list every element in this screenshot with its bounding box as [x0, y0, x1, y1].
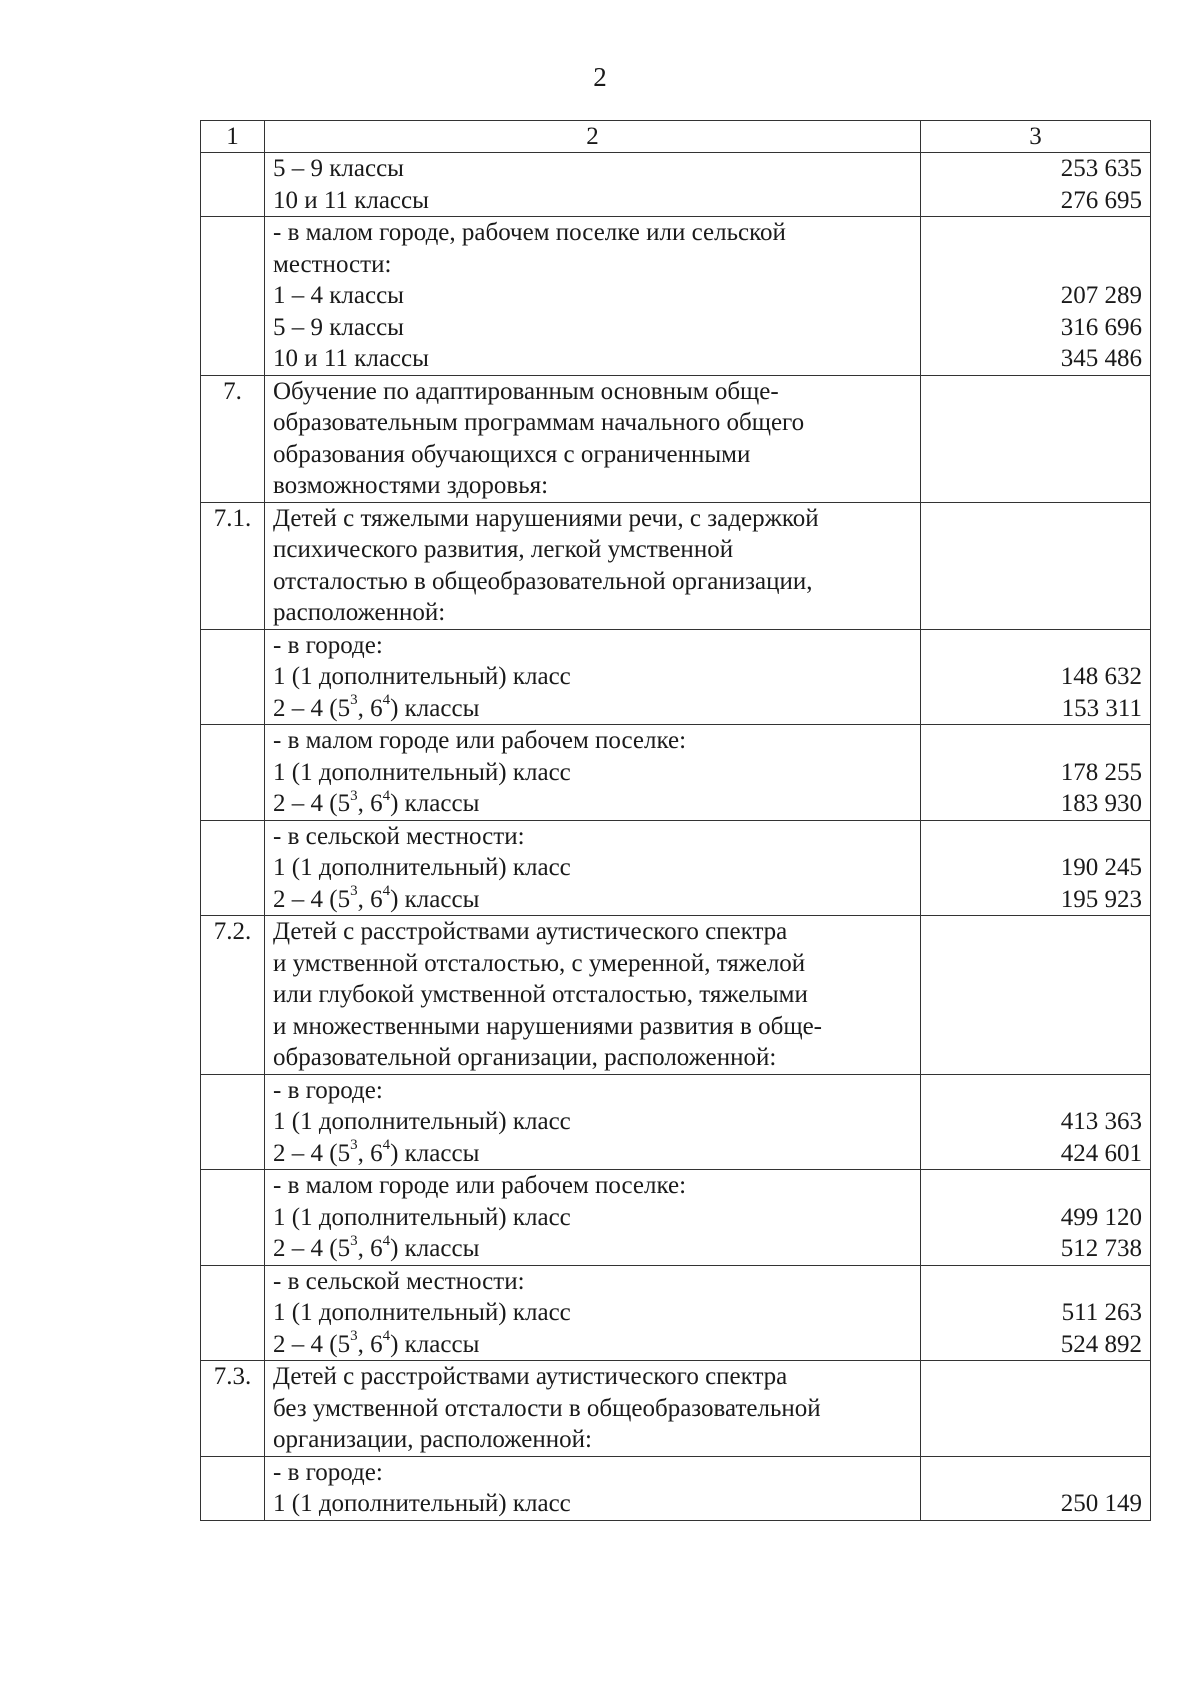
row-number-cell	[201, 217, 265, 376]
row-text-cell	[265, 916, 921, 1075]
row-value: 512 738	[1060, 1235, 1142, 1262]
row-number-cell	[201, 1074, 265, 1170]
row-text-line: и умственной отсталостью, с умеренной, тяжелой	[273, 949, 806, 977]
row-value-cell	[921, 1361, 1151, 1457]
row-value-cell	[921, 725, 1151, 821]
row-text-line: - в городе:	[273, 1076, 383, 1104]
row-text-line: 1 (1 дополнительный) класс	[273, 854, 571, 881]
row-text-line: 1 (1 дополнительный) класс	[273, 663, 571, 690]
table-row	[201, 375, 1151, 502]
row-text-line: без умственной отсталости в общеобразовательной	[273, 1394, 821, 1422]
row-number-cell	[201, 1170, 265, 1266]
row-text-line: 1 – 4 классы	[273, 282, 404, 309]
row-text-line: 2 – 4 ($5^3$, $6^4$) классы	[273, 1137, 480, 1167]
row-value: 316 696	[1060, 313, 1142, 341]
row-number-cell	[201, 629, 265, 725]
row-number-cell	[201, 1265, 265, 1361]
row-number-cell: 7.	[201, 375, 265, 502]
tariff-table	[200, 120, 1151, 1521]
row-text-line: 2 – 4 ($5^3$, $6^4$) классы	[273, 787, 480, 817]
row-text-line: - в городе:	[273, 1458, 383, 1486]
row-text-line: 1 (1 дополнительный) класс	[273, 758, 571, 786]
row-text-line: - в малом городе или рабочем поселке:	[273, 1172, 687, 1199]
row-value: 499 120	[1060, 1203, 1142, 1231]
row-text-cell	[265, 502, 921, 629]
row-text-line: - в сельской местности:	[273, 822, 525, 850]
row-number-cell	[201, 153, 265, 217]
row-value: 190 245	[1060, 854, 1142, 881]
row-text-line: возможностями здоровья:	[273, 472, 549, 499]
row-value: 153 311	[1061, 694, 1142, 722]
table-row	[201, 1456, 1151, 1520]
row-number-cell	[201, 1456, 265, 1520]
row-text-line: или глубокой умственной отсталостью, тяжелыми	[273, 981, 808, 1008]
row-text-line: психического развития, легкой умственной	[273, 536, 734, 563]
row-text-line: 2 – 4 ($5^3$, $6^4$) классы	[273, 692, 480, 722]
page-number: 2	[593, 62, 607, 92]
row-number-cell: 7.1.	[201, 502, 265, 629]
row-text-cell	[265, 1170, 921, 1266]
row-text-line: 2 – 4 ($5^3$, $6^4$) классы	[273, 883, 480, 913]
row-value-cell	[921, 916, 1151, 1075]
row-value-cell	[921, 153, 1151, 217]
row-text-line: образования обучающихся с ограниченными	[273, 440, 751, 468]
row-value-cell	[921, 1456, 1151, 1520]
row-value: 345 486	[1060, 345, 1142, 372]
table-row	[201, 820, 1151, 916]
row-value: 276 695	[1060, 186, 1142, 214]
row-text-line: 5 – 9 классы	[273, 155, 404, 182]
row-text-line: и множественными нарушениями развития в обще-	[273, 1012, 822, 1040]
table-row	[201, 1361, 1151, 1457]
row-text-cell	[265, 217, 921, 376]
row-value-cell	[921, 217, 1151, 376]
row-text-cell	[265, 153, 921, 217]
row-value: 253 635	[1060, 155, 1142, 182]
row-text-cell	[265, 820, 921, 916]
row-number-cell	[201, 725, 265, 821]
row-text-line: 1 (1 дополнительный) класс	[273, 1490, 571, 1517]
row-text-line: организации, расположенной:	[273, 1426, 592, 1453]
row-value-cell	[921, 1265, 1151, 1361]
row-value-cell	[921, 375, 1151, 502]
row-text-line: 10 и 11 классы	[273, 345, 429, 372]
row-value: 413 363	[1060, 1108, 1142, 1135]
row-text-line: 2 – 4 ($5^3$, $6^4$) классы	[273, 1232, 480, 1262]
row-text-line: 10 и 11 классы	[273, 186, 429, 214]
row-text-cell	[265, 629, 921, 725]
row-text-line: Детей с расстройствами аутистического спектра	[273, 1363, 788, 1390]
table-row	[201, 916, 1151, 1075]
row-number-cell	[201, 820, 265, 916]
row-text-cell	[265, 725, 921, 821]
header-cell: 2	[265, 121, 921, 153]
row-value: 178 255	[1060, 758, 1142, 786]
row-number-cell: 7.3.	[201, 1361, 265, 1457]
row-text-line: 1 (1 дополнительный) класс	[273, 1203, 571, 1231]
row-value: 524 892	[1060, 1330, 1142, 1358]
row-text-line: 1 (1 дополнительный) класс	[273, 1299, 571, 1326]
row-text-line: - в малом городе, рабочем поселке или сельской	[273, 219, 786, 246]
row-value-cell	[921, 629, 1151, 725]
header-cell: 3	[921, 121, 1151, 153]
row-value: 424 601	[1060, 1139, 1142, 1167]
row-value: 183 930	[1060, 790, 1142, 817]
table-row	[201, 217, 1151, 376]
row-text-line: образовательной организации, расположенной:	[273, 1044, 777, 1071]
row-value: 195 923	[1060, 885, 1142, 913]
header-cell: 1	[201, 121, 265, 153]
row-text-cell	[265, 1456, 921, 1520]
row-text-line: Детей с расстройствами аутистического спектра	[273, 918, 788, 945]
row-text-line: 5 – 9 классы	[273, 313, 404, 341]
table-row	[201, 1074, 1151, 1170]
table-header-row	[201, 121, 1151, 153]
table-row	[201, 502, 1151, 629]
row-value-cell	[921, 820, 1151, 916]
row-text-line: отсталостью в общеобразовательной организации,	[273, 567, 813, 595]
row-text-line: Детей с тяжелыми нарушениями речи, с задержкой	[273, 504, 819, 532]
row-text-line: местности:	[273, 250, 392, 278]
row-value-cell	[921, 1170, 1151, 1266]
row-text-line: 2 – 4 ($5^3$, $6^4$) классы	[273, 1328, 480, 1358]
row-text-cell	[265, 1074, 921, 1170]
row-text-line: образовательным программам начального общего	[273, 409, 805, 436]
row-number-cell: 7.2.	[201, 916, 265, 1075]
row-text-cell	[265, 1361, 921, 1457]
row-value: 250 149	[1060, 1490, 1142, 1517]
row-text-line: Обучение по адаптированным основным обще-	[273, 377, 779, 405]
row-text-cell	[265, 1265, 921, 1361]
row-value-cell	[921, 1074, 1151, 1170]
row-value: 511 263	[1061, 1299, 1142, 1326]
row-text-line: расположенной:	[273, 599, 446, 626]
row-value: 207 289	[1060, 282, 1142, 309]
row-text-cell	[265, 375, 921, 502]
table-row	[201, 1170, 1151, 1266]
table-row	[201, 629, 1151, 725]
row-value-cell	[921, 502, 1151, 629]
row-text-line: - в городе:	[273, 631, 383, 659]
row-text-line: - в сельской местности:	[273, 1267, 525, 1295]
table-row	[201, 725, 1151, 821]
table-row	[201, 153, 1151, 217]
row-value: 148 632	[1060, 663, 1142, 690]
row-text-line: 1 (1 дополнительный) класс	[273, 1108, 571, 1135]
table-row	[201, 1265, 1151, 1361]
row-text-line: - в малом городе или рабочем поселке:	[273, 727, 687, 754]
